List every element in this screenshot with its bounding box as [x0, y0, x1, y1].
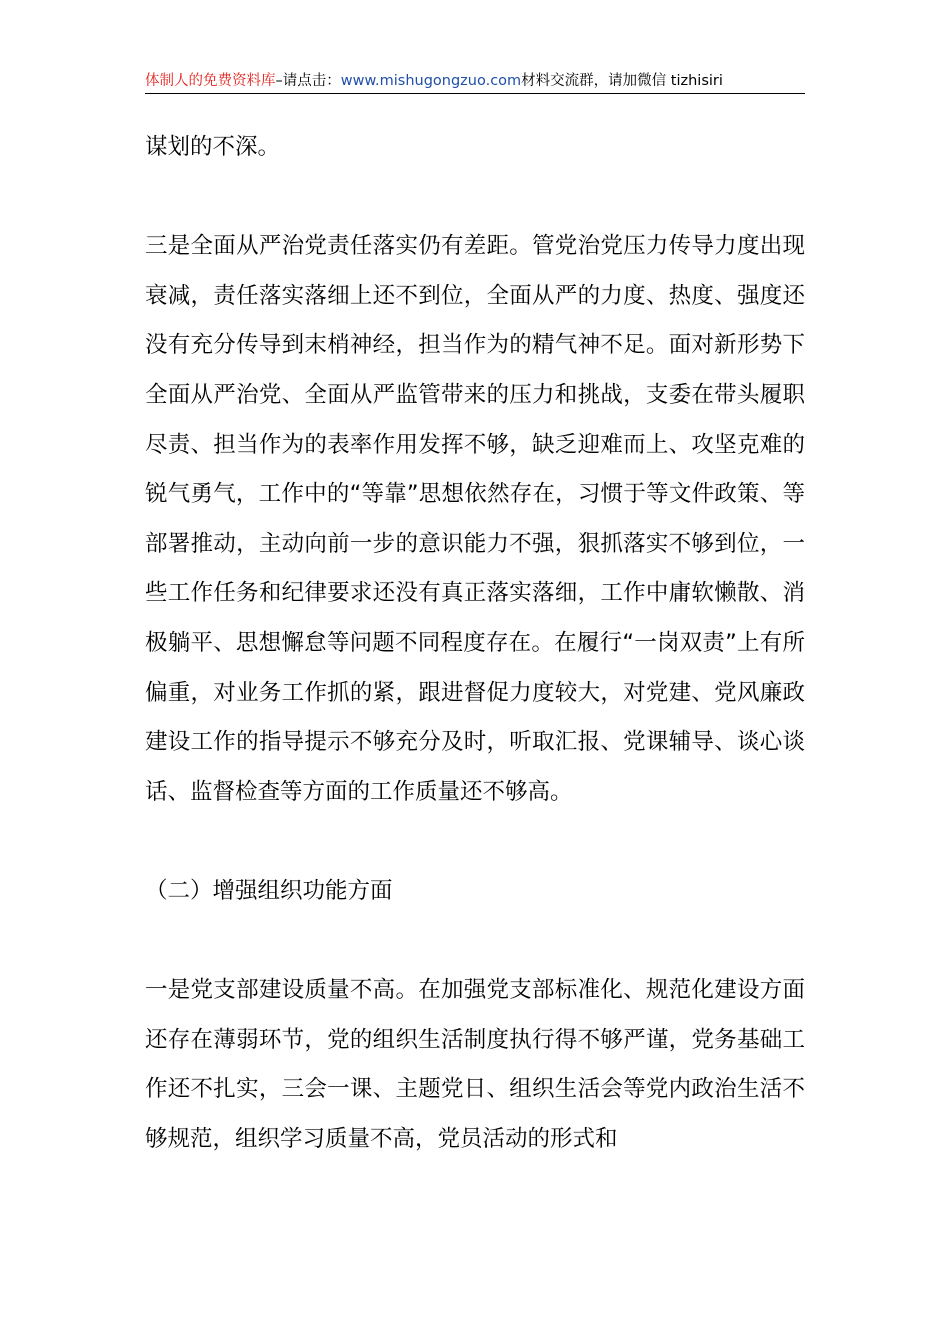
- header-divider: [145, 93, 805, 94]
- paragraph-gap: [145, 917, 805, 967]
- header-prompt: –请点击：: [275, 73, 341, 89]
- header-brand: 体制人的免费资料库: [145, 73, 276, 89]
- header-url-link[interactable]: www.mishugongzuo.com: [340, 73, 522, 89]
- paragraph-continuation: 谋划的不深。: [145, 134, 281, 160]
- paragraph-responsibility: 三是全面从严治党责任落实仍有差距。管党治党压力传导力度出现衰减，责任落实落细上还不到位，全面从严的力度、热度、强度还没有充分传导到末梢神经，担当作为的精气神不足。面对新形势下全面从严治党、全面从严监管带来的压力和挑战，支委在带头履职尽责、担当作为的表率作用发挥不够，缺乏迎难而上、攻坚克难的锐气勇气，工作中的“等靠”思想依然存在，习惯于等文件政策、等部署推动，主动向前一步的意识能力不强，狠抓落实不够到位，一些工作任务和纪律要求还没有真正落实落细，工作中庸软懒散、消极躺平、思想懈怠等问题不同程度存在。在履行“一岗双责”上有所偏重，对业务工作抓的紧，跟进督促力度较大，对党建、党风廉政建设工作的指导提示不够充分及时，听取汇报、党课辅导、谈心谈话、监督检查等方面的工作质量还不够高。: [145, 233, 805, 805]
- section-heading: （二）增强组织功能方面: [145, 877, 393, 904]
- header-note: 材料交流群，请加微信 tizhisiri: [521, 73, 723, 89]
- paragraph-branch-building: 一是党支部建设质量不高。在加强党支部标准化、规范化建设方面还存在薄弱环节，党的组织生活制度执行得不够严谨，党务基础工作还不扎实，三会一课、主题党日、组织生活会等党内政治生活不够规范，组织学习质量不高，党员活动的形式和: [145, 977, 805, 1152]
- paragraph-gap: [145, 173, 805, 223]
- paragraph-gap: [145, 817, 805, 867]
- document-body: [145, 123, 805, 1164]
- page-header: [145, 68, 805, 94]
